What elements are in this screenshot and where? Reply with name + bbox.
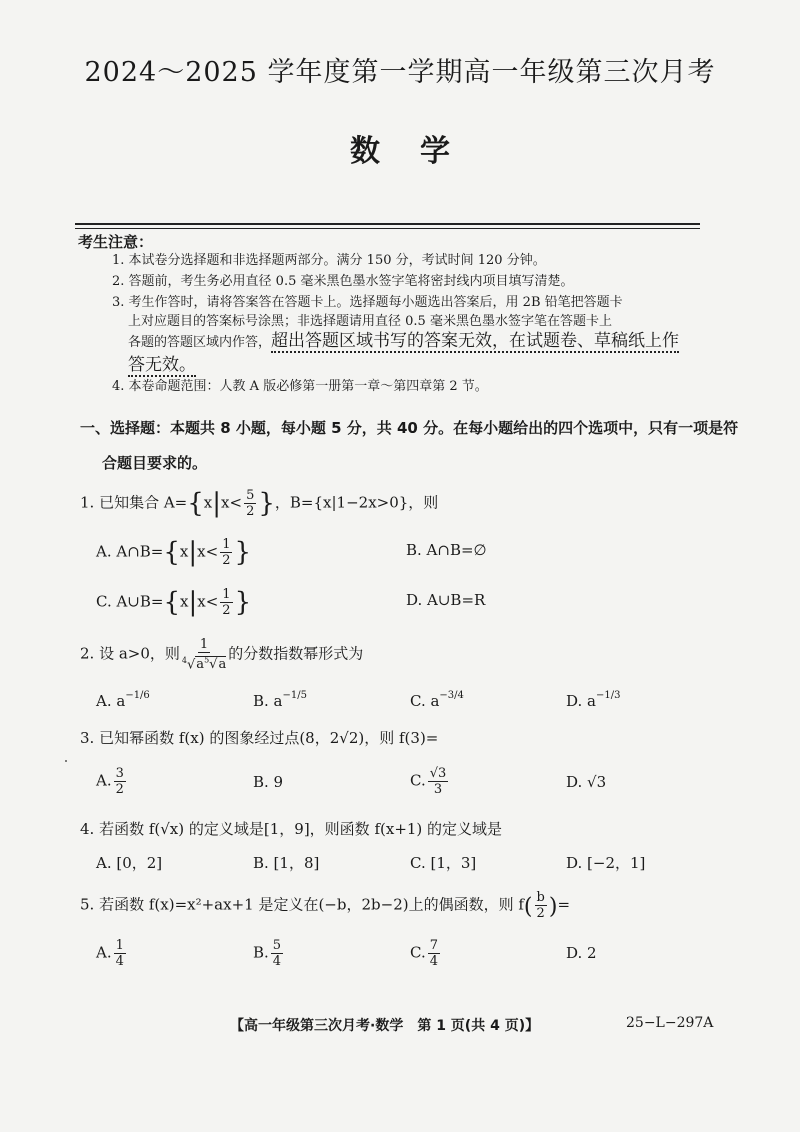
q2-option-b-label: B. a — [253, 692, 283, 710]
q5-option-b[interactable] — [253, 938, 285, 969]
q2-root-body: $a^5√a$ — [196, 656, 227, 673]
q1-option-a-cond: x< — [197, 542, 219, 561]
q3-option-c[interactable] — [410, 766, 450, 797]
brace-close: } — [258, 488, 275, 519]
q2-option-c-label: C. a — [410, 692, 440, 710]
question-1 — [80, 488, 438, 519]
frac-num: 7 — [429, 938, 438, 953]
set-bar: | — [188, 587, 198, 618]
q4-option-a[interactable]: A. [0，2] — [96, 854, 163, 872]
q1-option-c-var: x — [180, 592, 189, 611]
notice-item-1: 1. 本试卷分选择题和非选择题两部分。满分 150 分，考试时间 120 分钟。 — [112, 253, 546, 268]
q3-option-c-label: C. — [410, 771, 426, 790]
paren-open: ( — [523, 894, 533, 920]
q1-set-b: ，B={x|1−2x>0}，则 — [274, 493, 439, 512]
q2-prefix: 2. 设 a>0，则 — [80, 644, 180, 663]
q2-option-a-label: A. a — [96, 692, 126, 710]
q1-option-c[interactable] — [96, 587, 251, 618]
q4-option-b[interactable]: B. [1，8] — [253, 854, 320, 872]
exam-code: 25−L−297A — [626, 1015, 714, 1031]
q5-option-c-fraction — [428, 938, 440, 969]
exam-title: 2024～2025 学年度第一学期高一年级第三次月考 — [84, 57, 716, 88]
q1-option-a[interactable] — [96, 537, 251, 568]
frac-den: 2 — [222, 603, 231, 618]
frac-num: 5 — [272, 938, 282, 953]
notice-item-3-cont2-text: 各题的答题区域内作答， — [128, 335, 272, 350]
notice-item-3-cont1: 上对应题目的答案标号涂黑；非选择题请用直径 0.5 毫米黑色墨水签字笔在答题卡上 — [128, 314, 612, 329]
q1-option-c-fraction — [220, 587, 232, 618]
q5-option-c[interactable] — [410, 938, 442, 969]
q2-inner-body: a — [218, 657, 227, 673]
frac-den: 4 — [272, 954, 282, 969]
section-heading-line2: 合题目要求的。 — [102, 454, 208, 472]
q5-option-d[interactable]: D. 2 — [566, 944, 597, 962]
frac-num: 3 — [115, 766, 124, 781]
section-heading-line1: 一、选择题：本题共 8 小题，每小题 5 分，共 40 分。在每小题给出的四个选项中，只有一项是符 — [80, 419, 739, 437]
subject-title: 数学 — [350, 134, 490, 169]
q1-fraction — [244, 488, 256, 519]
question-4: 4. 若函数 f(√x) 的定义域是[1，9]，则函数 f(x+1) 的定义域是 — [80, 820, 503, 838]
frac-den: 2 — [536, 906, 545, 921]
brace-open: { — [163, 587, 181, 618]
q1-option-c-cond: x< — [197, 592, 219, 611]
notice-emphasis: 超出答题区域书写的答案无效，在试题卷、草稿纸上作 — [271, 331, 680, 351]
notice-emphasis-end: 答无效。 — [128, 350, 196, 377]
divider-thick — [75, 223, 700, 225]
divider-thin — [75, 228, 700, 229]
q3-option-a[interactable] — [96, 766, 128, 797]
q1-option-d[interactable]: D. A∪B=R — [406, 591, 486, 609]
q3-option-a-label: A. — [96, 771, 112, 790]
q5-option-c-label: C. — [410, 943, 426, 962]
q2-option-d[interactable] — [566, 690, 620, 710]
frac-den: 2 — [115, 782, 124, 797]
frac-den: 3 — [433, 782, 443, 797]
paren-close: ) — [548, 894, 558, 920]
q2-option-d-exp: −1/3 — [595, 690, 621, 701]
question-3: 3. 已知幂函数 f(x) 的图象经过点(8，2√2)，则 f(3)= — [80, 729, 439, 747]
q1-option-a-label: A. A∩B= — [96, 542, 164, 561]
q1-option-b[interactable]: B. A∩B=∅ — [406, 541, 487, 559]
frac-den: 4 — [115, 954, 124, 969]
q2-option-d-label: D. a — [566, 692, 596, 710]
brace-open: { — [187, 488, 204, 519]
set-bar: | — [188, 537, 198, 568]
frac-num: 1 — [222, 587, 231, 602]
q2-fraction — [182, 637, 226, 672]
q3-option-b[interactable]: B. 9 — [253, 773, 284, 791]
q5-option-b-label: B. — [253, 943, 269, 962]
q3-option-d[interactable]: D. √3 — [566, 773, 607, 791]
q3-option-c-fraction — [428, 766, 449, 797]
q5-option-a[interactable] — [96, 938, 128, 969]
q5-text: 5. 若函数 f(x)=x²+ax+1 是定义在(−b，2b−2)上的偶函数，则 f — [80, 895, 524, 914]
q1-set-var: x — [203, 493, 213, 512]
q5-option-b-fraction — [271, 938, 283, 969]
frac-den: 4 — [429, 954, 438, 969]
q5-option-a-label: A. — [96, 943, 112, 962]
q5-suffix: = — [557, 895, 571, 914]
q2-root-a: a — [196, 657, 205, 673]
frac-num: 1 — [222, 537, 231, 552]
q2-option-a-exp: −1/6 — [125, 690, 150, 701]
q2-frac-den: $^4√a^5√a$ — [181, 656, 227, 673]
notice-item-3: 3. 考生作答时，请将答案答在答题卡上。选择题每小题选出答案后，用 2B 铅笔把答题卡 — [112, 295, 623, 310]
q3-option-a-fraction — [114, 766, 126, 797]
frac-num: b — [536, 890, 545, 905]
q2-option-c-exp: −3/4 — [439, 690, 464, 701]
q1-option-c-label: C. A∪B= — [96, 592, 164, 611]
notice-heading: 考生注意： — [78, 233, 154, 251]
frac-num: 1 — [115, 938, 124, 953]
q1-prefix: 1. 已知集合 A= — [80, 493, 188, 512]
brace-open: { — [163, 537, 180, 568]
page-footer: 【高一年级第三次月考·数学 第 1 页(共 4 页)】 — [230, 1018, 540, 1034]
frac-den: 2 — [222, 553, 231, 568]
q1-frac-num: 5 — [246, 488, 255, 503]
q2-suffix: 的分数指数幂形式为 — [228, 644, 364, 663]
q2-inner-index: 5 — [204, 656, 210, 665]
notice-item-4: 4. 本卷命题范围：人教 A 版必修第一册第一章～第四章第 2 节。 — [112, 379, 488, 394]
brace-close: } — [234, 537, 252, 568]
q1-option-a-var: x — [179, 542, 189, 561]
q2-frac-num: 1 — [199, 637, 209, 652]
notice-item-3-cont2 — [128, 332, 679, 352]
q2-option-c[interactable] — [410, 690, 464, 710]
brace-close: } — [234, 587, 252, 618]
scan-speck — [65, 760, 67, 762]
q1-option-a-fraction — [220, 537, 232, 568]
q5-option-a-fraction — [114, 938, 126, 969]
q2-option-b-exp: −1/5 — [282, 690, 307, 701]
q1-set-cond: x< — [221, 493, 243, 512]
question-5 — [80, 890, 570, 921]
q2-root-index: 4 — [181, 656, 187, 665]
q4-option-c[interactable]: C. [1，3] — [410, 854, 477, 872]
q2-option-b[interactable] — [253, 690, 307, 710]
question-2 — [80, 637, 363, 672]
frac-num: √3 — [429, 766, 447, 781]
q1-frac-den: 2 — [246, 504, 255, 519]
q2-option-a[interactable] — [96, 690, 150, 710]
q5-arg-fraction — [535, 890, 547, 921]
q4-option-d[interactable]: D. [−2，1] — [566, 854, 646, 872]
set-bar: | — [212, 488, 222, 519]
notice-item-2: 2. 答题前，考生务必用直径 0.5 毫米黑色墨水签字笔将密封线内项目填写清楚。 — [112, 274, 574, 289]
